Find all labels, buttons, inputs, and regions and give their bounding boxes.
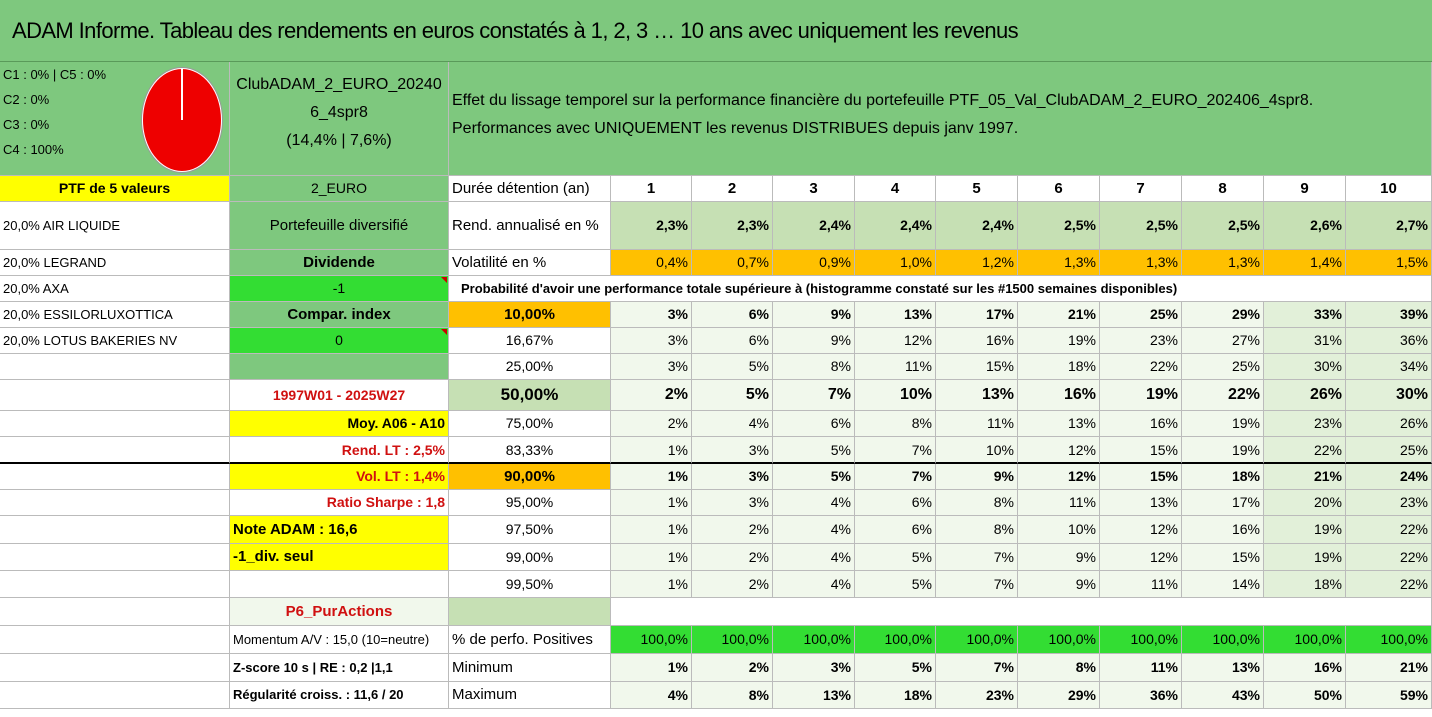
prob-value-1-7: 23% (1100, 328, 1182, 354)
prob-value-5-10: 25% (1346, 437, 1432, 464)
prob-value-8-3: 4% (773, 516, 855, 544)
minimum-value-5: 7% (936, 654, 1018, 682)
prob-value-6-3: 5% (773, 464, 855, 490)
rend-value-3: 2,4% (773, 202, 855, 250)
left-empty-17 (0, 654, 230, 682)
prob-value-7-3: 4% (773, 490, 855, 516)
prob-value-10-3: 4% (773, 571, 855, 598)
comment-marker-icon (441, 329, 447, 335)
prob-value-5-3: 5% (773, 437, 855, 464)
prob-value-3-6: 16% (1018, 380, 1100, 411)
mid-cell-3: -1 (230, 276, 449, 302)
maximum-value-9: 50% (1264, 682, 1346, 709)
vol-value-5: 1,2% (936, 250, 1018, 276)
left-empty-18 (0, 682, 230, 709)
prob-value-5-1: 1% (611, 437, 692, 464)
prob-value-4-7: 16% (1100, 411, 1182, 437)
prob-value-3-5: 13% (936, 380, 1018, 411)
prob-value-8-8: 16% (1182, 516, 1264, 544)
minimum-value-6: 8% (1018, 654, 1100, 682)
portfolio-name-line2: 6_4spr8 (310, 104, 368, 121)
prob-value-7-9: 20% (1264, 490, 1346, 516)
comment-marker-icon (441, 277, 447, 283)
prob-value-0-8: 29% (1182, 302, 1264, 328)
prob-value-6-6: 12% (1018, 464, 1100, 490)
prob-value-5-9: 22% (1264, 437, 1346, 464)
mid-cell-15: P6_PurActions (230, 598, 449, 626)
prob-threshold-4: 75,00% (449, 411, 611, 437)
maximum-value-3: 13% (773, 682, 855, 709)
mid-cell-14 (230, 571, 449, 598)
prob-threshold-2: 25,00% (449, 354, 611, 380)
prob-value-5-8: 19% (1182, 437, 1264, 464)
vol-value-6: 1,3% (1018, 250, 1100, 276)
prob-value-0-4: 13% (855, 302, 936, 328)
prob-value-0-1: 3% (611, 302, 692, 328)
summary-line2: C2 : 0% (3, 92, 50, 107)
prob-value-6-8: 18% (1182, 464, 1264, 490)
mid-cell-18: Régularité croiss. : 11,6 / 20 (230, 682, 449, 709)
mid-cell-12: Note ADAM : 16,6 (230, 516, 449, 544)
prob-value-2-8: 25% (1182, 354, 1264, 380)
prob-value-2-6: 18% (1018, 354, 1100, 380)
positives-value-5: 100,0% (936, 626, 1018, 654)
prob-value-1-1: 3% (611, 328, 692, 354)
duration-label: Durée détention (an) (449, 176, 611, 202)
prob-value-7-7: 13% (1100, 490, 1182, 516)
vol-value-3: 0,9% (773, 250, 855, 276)
mid-cell-0: 2_EURO (230, 176, 449, 202)
left-cell-1: 20,0% AIR LIQUIDE (0, 202, 230, 250)
year-header-4: 4 (855, 176, 936, 202)
mid-cell-1: Portefeuille diversifié (230, 202, 449, 250)
prob-threshold-0: 10,00% (449, 302, 611, 328)
left-empty-9 (0, 437, 230, 464)
prob-threshold-6: 90,00% (449, 464, 611, 490)
prob-value-4-4: 8% (855, 411, 936, 437)
prob-value-5-5: 10% (936, 437, 1018, 464)
prob-value-9-10: 22% (1346, 544, 1432, 571)
prob-value-3-2: 5% (692, 380, 773, 411)
spacer-blank (611, 598, 1432, 626)
prob-value-10-4: 5% (855, 571, 936, 598)
prob-value-5-4: 7% (855, 437, 936, 464)
left-cell-3: 20,0% AXA (0, 276, 230, 302)
year-header-6: 6 (1018, 176, 1100, 202)
rend-value-2: 2,3% (692, 202, 773, 250)
prob-value-0-5: 17% (936, 302, 1018, 328)
minimum-value-8: 13% (1182, 654, 1264, 682)
portfolio-name-box (230, 62, 449, 176)
vol-value-8: 1,3% (1182, 250, 1264, 276)
maximum-value-8: 43% (1182, 682, 1264, 709)
prob-value-2-9: 30% (1264, 354, 1346, 380)
prob-value-0-7: 25% (1100, 302, 1182, 328)
prob-value-1-5: 16% (936, 328, 1018, 354)
prob-value-6-9: 21% (1264, 464, 1346, 490)
vol-value-7: 1,3% (1100, 250, 1182, 276)
prob-value-4-8: 19% (1182, 411, 1264, 437)
prob-value-9-4: 5% (855, 544, 936, 571)
summary-line1: C1 : 0% | C5 : 0% (3, 67, 107, 82)
maximum-value-5: 23% (936, 682, 1018, 709)
left-empty-8 (0, 411, 230, 437)
rend-value-6: 2,5% (1018, 202, 1100, 250)
mid-cell-16: Momentum A/V : 15,0 (10=neutre) (230, 626, 449, 654)
prob-value-8-5: 8% (936, 516, 1018, 544)
portfolio-description (449, 62, 1432, 176)
rend-value-5: 2,4% (936, 202, 1018, 250)
positives-value-3: 100,0% (773, 626, 855, 654)
prob-value-0-6: 21% (1018, 302, 1100, 328)
prob-value-1-8: 27% (1182, 328, 1264, 354)
summary-line4: C4 : 100% (3, 142, 64, 157)
mid-cell-4: Compar. index (230, 302, 449, 328)
prob-value-1-9: 31% (1264, 328, 1346, 354)
minimum-value-1: 1% (611, 654, 692, 682)
prob-threshold-3: 50,00% (449, 380, 611, 411)
prob-value-9-7: 12% (1100, 544, 1182, 571)
allocation-pie-icon (142, 68, 222, 172)
mid-cell-6 (230, 354, 449, 380)
prob-value-4-5: 11% (936, 411, 1018, 437)
vol-value-4: 1,0% (855, 250, 936, 276)
mid-cell-17: Z-score 10 s | RE : 0,2 |1,1 (230, 654, 449, 682)
prob-value-7-2: 3% (692, 490, 773, 516)
mid-cell-9: Rend. LT : 2,5% (230, 437, 449, 464)
left-empty-10 (0, 464, 230, 490)
prob-value-6-5: 9% (936, 464, 1018, 490)
year-header-9: 9 (1264, 176, 1346, 202)
minimum-value-9: 16% (1264, 654, 1346, 682)
left-empty-12 (0, 516, 230, 544)
portfolio-name-line3: (14,4% | 7,6%) (286, 132, 392, 149)
positives-value-8: 100,0% (1182, 626, 1264, 654)
prob-value-6-1: 1% (611, 464, 692, 490)
positives-value-4: 100,0% (855, 626, 936, 654)
left-empty-11 (0, 490, 230, 516)
vol-value-9: 1,4% (1264, 250, 1346, 276)
prob-value-4-9: 23% (1264, 411, 1346, 437)
prob-value-0-10: 39% (1346, 302, 1432, 328)
year-header-3: 3 (773, 176, 855, 202)
mid-cell-2: Dividende (230, 250, 449, 276)
prob-threshold-1: 16,67% (449, 328, 611, 354)
positives-value-2: 100,0% (692, 626, 773, 654)
prob-value-10-10: 22% (1346, 571, 1432, 598)
prob-value-7-8: 17% (1182, 490, 1264, 516)
maximum-value-10: 59% (1346, 682, 1432, 709)
minimum-value-2: 2% (692, 654, 773, 682)
mid-cell-10: Vol. LT : 1,4% (230, 464, 449, 490)
minimum-label: Minimum (449, 654, 611, 682)
year-header-5: 5 (936, 176, 1018, 202)
prob-value-4-1: 2% (611, 411, 692, 437)
prob-value-3-10: 30% (1346, 380, 1432, 411)
year-header-7: 7 (1100, 176, 1182, 202)
year-header-1: 1 (611, 176, 692, 202)
left-empty-13 (0, 544, 230, 571)
prob-value-9-9: 19% (1264, 544, 1346, 571)
prob-value-7-5: 8% (936, 490, 1018, 516)
year-header-10: 10 (1346, 176, 1432, 202)
prob-value-3-1: 2% (611, 380, 692, 411)
prob-value-8-7: 12% (1100, 516, 1182, 544)
prob-value-9-2: 2% (692, 544, 773, 571)
prob-value-3-4: 10% (855, 380, 936, 411)
positives-value-10: 100,0% (1346, 626, 1432, 654)
prob-value-6-4: 7% (855, 464, 936, 490)
mid-cell-11: Ratio Sharpe : 1,8 (230, 490, 449, 516)
prob-value-2-2: 5% (692, 354, 773, 380)
prob-value-5-7: 15% (1100, 437, 1182, 464)
maximum-value-1: 4% (611, 682, 692, 709)
prob-value-9-3: 4% (773, 544, 855, 571)
positives-label: % de perfo. Positives (449, 626, 611, 654)
left-cell-0: PTF de 5 valeurs (0, 176, 230, 202)
prob-value-8-1: 1% (611, 516, 692, 544)
rend-value-9: 2,6% (1264, 202, 1346, 250)
positives-value-1: 100,0% (611, 626, 692, 654)
portfolio-name-line1: ClubADAM_2_EURO_20240 (236, 76, 442, 93)
prob-value-2-5: 15% (936, 354, 1018, 380)
prob-threshold-7: 95,00% (449, 490, 611, 516)
maximum-label: Maximum (449, 682, 611, 709)
probability-title: Probabilité d'avoir une performance totale supérieure à (histogramme constaté sur les #1500 semaines disponibles) (449, 276, 1432, 302)
mid-cell-5: 0 (230, 328, 449, 354)
positives-value-6: 100,0% (1018, 626, 1100, 654)
prob-value-3-8: 22% (1182, 380, 1264, 411)
minimum-value-10: 21% (1346, 654, 1432, 682)
prob-value-4-10: 26% (1346, 411, 1432, 437)
prob-value-2-10: 34% (1346, 354, 1432, 380)
prob-value-8-4: 6% (855, 516, 936, 544)
vol-label: Volatilité en % (449, 250, 611, 276)
rend-value-1: 2,3% (611, 202, 692, 250)
rend-value-7: 2,5% (1100, 202, 1182, 250)
prob-value-7-1: 1% (611, 490, 692, 516)
prob-value-7-6: 11% (1018, 490, 1100, 516)
maximum-value-2: 8% (692, 682, 773, 709)
prob-value-6-7: 15% (1100, 464, 1182, 490)
left-empty-6 (0, 354, 230, 380)
prob-value-0-9: 33% (1264, 302, 1346, 328)
prob-value-2-1: 3% (611, 354, 692, 380)
prob-value-10-8: 14% (1182, 571, 1264, 598)
prob-value-3-3: 7% (773, 380, 855, 411)
prob-value-5-6: 12% (1018, 437, 1100, 464)
year-header-2: 2 (692, 176, 773, 202)
prob-value-10-1: 1% (611, 571, 692, 598)
prob-value-2-3: 8% (773, 354, 855, 380)
left-cell-4: 20,0% ESSILORLUXOTTICA (0, 302, 230, 328)
rend-label: Rend. annualisé en % (449, 202, 611, 250)
prob-threshold-10: 99,50% (449, 571, 611, 598)
summary-line3: C3 : 0% (3, 117, 50, 132)
prob-value-2-4: 11% (855, 354, 936, 380)
prob-value-7-4: 6% (855, 490, 936, 516)
vol-value-1: 0,4% (611, 250, 692, 276)
maximum-value-6: 29% (1018, 682, 1100, 709)
mid-cell-13: -1_div. seul (230, 544, 449, 571)
left-empty-16 (0, 626, 230, 654)
prob-value-10-5: 7% (936, 571, 1018, 598)
prob-value-6-10: 24% (1346, 464, 1432, 490)
spacer-green (449, 598, 611, 626)
prob-value-1-10: 36% (1346, 328, 1432, 354)
portfolio-desc-line1: Effet du lissage temporel sur la performance financière du portefeuille PTF_05_Val_ClubADAM_2_EURO_202406_4spr8. (452, 92, 1314, 109)
prob-value-1-3: 9% (773, 328, 855, 354)
prob-value-4-2: 4% (692, 411, 773, 437)
positives-value-7: 100,0% (1100, 626, 1182, 654)
year-header-8: 8 (1182, 176, 1264, 202)
rend-value-8: 2,5% (1182, 202, 1264, 250)
left-empty-14 (0, 571, 230, 598)
prob-value-8-10: 22% (1346, 516, 1432, 544)
left-empty-15 (0, 598, 230, 626)
portfolio-desc-line2: Performances avec UNIQUEMENT les revenus DISTRIBUES depuis janv 1997. (452, 120, 1019, 137)
summary-box (0, 62, 230, 176)
prob-value-10-6: 9% (1018, 571, 1100, 598)
minimum-value-7: 11% (1100, 654, 1182, 682)
prob-value-6-2: 3% (692, 464, 773, 490)
prob-value-8-2: 2% (692, 516, 773, 544)
prob-value-8-6: 10% (1018, 516, 1100, 544)
prob-value-9-8: 15% (1182, 544, 1264, 571)
positives-value-9: 100,0% (1264, 626, 1346, 654)
left-empty-7 (0, 380, 230, 411)
maximum-value-4: 18% (855, 682, 936, 709)
prob-value-2-7: 22% (1100, 354, 1182, 380)
prob-value-9-6: 9% (1018, 544, 1100, 571)
left-cell-2: 20,0% LEGRAND (0, 250, 230, 276)
prob-threshold-9: 99,00% (449, 544, 611, 571)
minimum-value-3: 3% (773, 654, 855, 682)
rend-value-4: 2,4% (855, 202, 936, 250)
prob-value-10-7: 11% (1100, 571, 1182, 598)
prob-value-8-9: 19% (1264, 516, 1346, 544)
prob-value-3-9: 26% (1264, 380, 1346, 411)
mid-cell-7: 1997W01 - 2025W27 (230, 380, 449, 411)
prob-value-10-2: 2% (692, 571, 773, 598)
report-title: ADAM Informe. Tableau des rendements en euros constatés à 1, 2, 3 … 10 ans avec uniquement les revenus (0, 0, 1432, 62)
prob-value-1-2: 6% (692, 328, 773, 354)
prob-value-9-1: 1% (611, 544, 692, 571)
minimum-value-4: 5% (855, 654, 936, 682)
prob-value-4-6: 13% (1018, 411, 1100, 437)
prob-value-9-5: 7% (936, 544, 1018, 571)
prob-value-7-10: 23% (1346, 490, 1432, 516)
prob-value-1-4: 12% (855, 328, 936, 354)
mid-cell-8: Moy. A06 - A10 (230, 411, 449, 437)
prob-value-0-3: 9% (773, 302, 855, 328)
prob-value-5-2: 3% (692, 437, 773, 464)
vol-value-10: 1,5% (1346, 250, 1432, 276)
vol-value-2: 0,7% (692, 250, 773, 276)
prob-threshold-8: 97,50% (449, 516, 611, 544)
prob-value-3-7: 19% (1100, 380, 1182, 411)
prob-value-0-2: 6% (692, 302, 773, 328)
rend-value-10: 2,7% (1346, 202, 1432, 250)
prob-value-4-3: 6% (773, 411, 855, 437)
prob-value-1-6: 19% (1018, 328, 1100, 354)
prob-value-10-9: 18% (1264, 571, 1346, 598)
left-cell-5: 20,0% LOTUS BAKERIES NV (0, 328, 230, 354)
maximum-value-7: 36% (1100, 682, 1182, 709)
prob-threshold-5: 83,33% (449, 437, 611, 464)
